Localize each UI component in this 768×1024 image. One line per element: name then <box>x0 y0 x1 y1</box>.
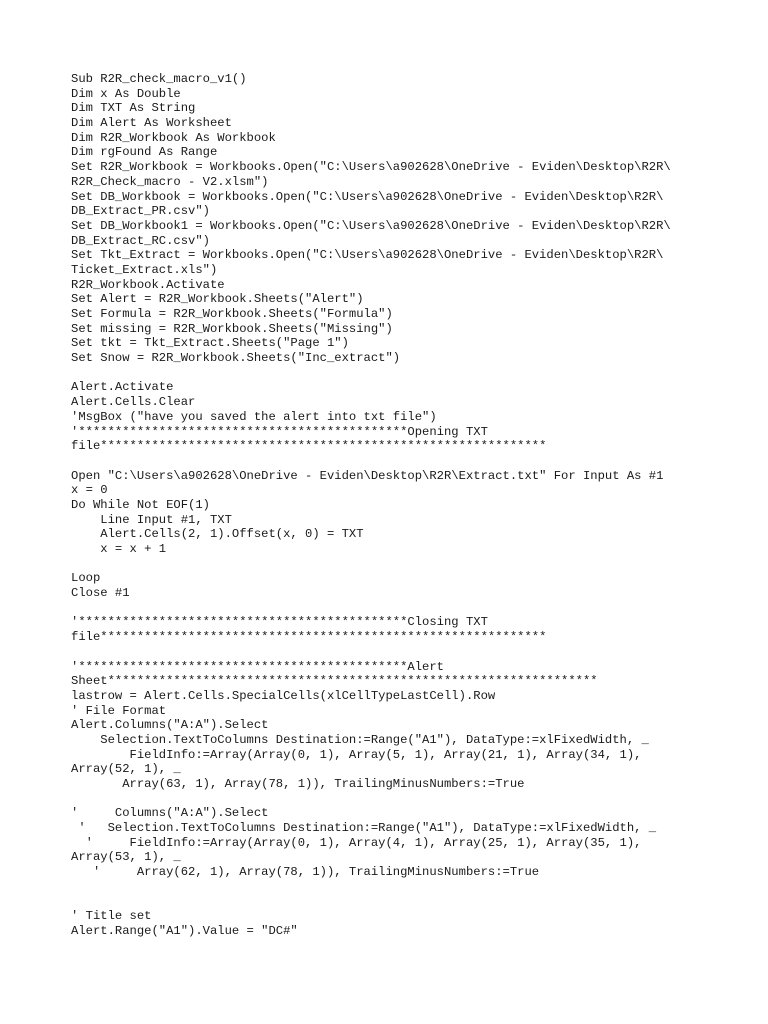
code-line: '*********************************************Alert <box>71 659 444 674</box>
code-line: ' Selection.TextToColumns Destination:=Range("A1"), DataType:=xlFixedWidth, _ <box>71 821 657 836</box>
code-line: 'MsgBox ("have you saved the alert into txt file") <box>71 409 437 424</box>
code-line: Line Input #1, TXT <box>71 512 232 527</box>
code-line: R2R_Check_macro - V2.xlsm") <box>71 174 269 189</box>
code-line: Set Formula = R2R_Workbook.Sheets("Formula") <box>71 307 393 321</box>
code-line: Loop <box>71 571 101 586</box>
code-line: Set DB_Workbook1 = Workbooks.Open("C:\Users\a902628\OneDrive - Eviden\Desktop\R2R\ <box>71 218 671 233</box>
code-line: Ticket_Extract.xls") <box>71 262 218 277</box>
code-line: Sub R2R_check_macro_v1() <box>71 72 247 86</box>
code-line: Selection.TextToColumns Destination:=Range("A1"), DataType:=xlFixedWidth, _ <box>71 732 649 747</box>
code-line: file************************************************************* <box>71 439 547 454</box>
code-line: ' Columns("A:A").Select <box>71 806 269 821</box>
vba-code-block <box>71 72 751 939</box>
code-line: Open "C:\Users\a902628\OneDrive - Eviden\Desktop\R2R\Extract.txt" For Input As #1 <box>71 468 664 483</box>
code-line <box>71 557 751 572</box>
code-line: Array(52, 1), _ <box>71 762 181 777</box>
code-line: x = 0 <box>71 483 108 498</box>
code-line: DB_Extract_RC.csv") <box>71 233 210 248</box>
code-line: Do While Not EOF(1) <box>71 497 210 512</box>
code-line: '*********************************************Closing TXT <box>71 615 488 630</box>
code-line <box>71 454 751 469</box>
code-line: Dim TXT As String <box>71 101 196 116</box>
code-line <box>71 880 751 895</box>
code-line <box>71 601 751 616</box>
code-line: Dim rgFound As Range <box>71 145 218 160</box>
code-line: Set Snow = R2R_Workbook.Sheets("Inc_extract") <box>71 351 401 366</box>
code-line: Alert.Cells.Clear <box>71 395 196 410</box>
code-line: Alert.Activate <box>71 380 174 395</box>
code-line: Sheet******************************************************************* <box>71 674 598 689</box>
code-line <box>71 895 751 910</box>
code-line: file************************************************************* <box>71 630 547 645</box>
code-line: DB_Extract_PR.csv") <box>71 204 210 219</box>
code-line: Close #1 <box>71 586 130 601</box>
code-line: Array(63, 1), Array(78, 1)), TrailingMinusNumbers:=True <box>71 777 525 791</box>
code-line: Set Alert = R2R_Workbook.Sheets("Alert") <box>71 292 364 307</box>
code-line <box>71 645 751 660</box>
code-line: Set DB_Workbook = Workbooks.Open("C:\Users\a902628\OneDrive - Eviden\Desktop\R2R\ <box>71 189 664 204</box>
code-line: '*********************************************Opening TXT <box>71 424 488 439</box>
code-line: Alert.Columns("A:A").Select <box>71 718 269 733</box>
code-line: Set missing = R2R_Workbook.Sheets("Missing") <box>71 321 393 336</box>
code-line: ' Title set <box>71 909 152 924</box>
code-line: Alert.Cells(2, 1).Offset(x, 0) = TXT <box>71 527 364 542</box>
code-line: lastrow = Alert.Cells.SpecialCells(xlCellTypeLastCell).Row <box>71 688 496 703</box>
code-line: ' File Format <box>71 703 167 718</box>
code-line: Set tkt = Tkt_Extract.Sheets("Page 1") <box>71 336 349 351</box>
code-line: x = x + 1 <box>71 542 167 556</box>
code-line: Set R2R_Workbook = Workbooks.Open("C:\Users\a902628\OneDrive - Eviden\Desktop\R2R\ <box>71 160 671 175</box>
code-line: FieldInfo:=Array(Array(0, 1), Array(5, 1), Array(21, 1), Array(34, 1), <box>71 747 642 762</box>
code-line <box>71 792 751 807</box>
code-line: Set Tkt_Extract = Workbooks.Open("C:\Users\a902628\OneDrive - Eviden\Desktop\R2R\ <box>71 248 664 263</box>
code-line: Dim Alert As Worksheet <box>71 116 232 131</box>
code-line: R2R_Workbook.Activate <box>71 277 225 292</box>
code-line: ' FieldInfo:=Array(Array(0, 1), Array(4, 1), Array(25, 1), Array(35, 1), <box>71 835 642 850</box>
code-line <box>71 366 751 381</box>
code-line: Array(53, 1), _ <box>71 850 181 865</box>
code-line: Dim R2R_Workbook As Workbook <box>71 130 276 145</box>
code-line: Alert.Range("A1").Value = "DC#" <box>71 923 298 938</box>
code-line: ' Array(62, 1), Array(78, 1)), TrailingMinusNumbers:=True <box>71 865 540 880</box>
code-line: Dim x As Double <box>71 86 181 101</box>
